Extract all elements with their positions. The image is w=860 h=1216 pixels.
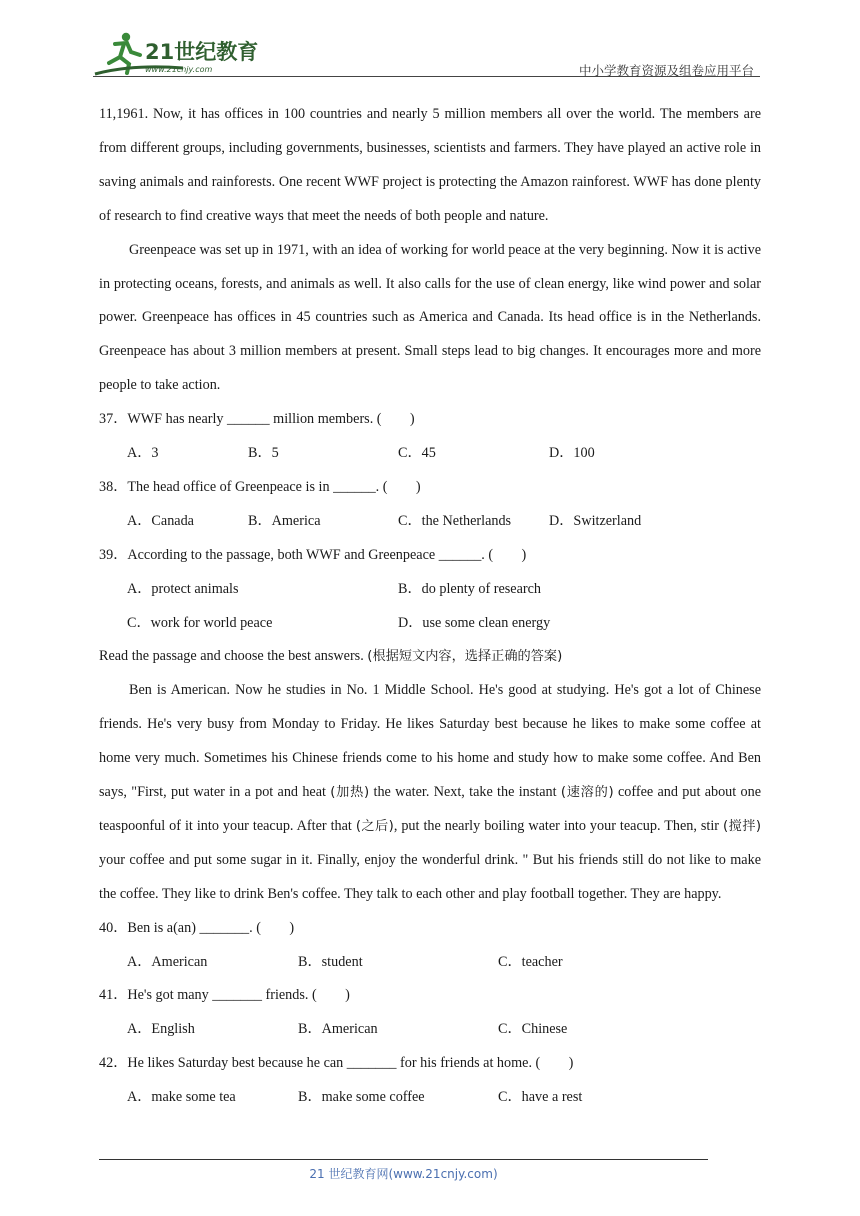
passage1-paragraph2: Greenpeace was set up in 1971, with an idea of working for world peace at the very beginning. Now it is active in protecting oceans, forests, and animals as well. It also calls for the use of clean energy, like wind power and solar power. Greenpeace has offices in 45 countries such as America and Canada. Its head office is in the Netherlands. Greenpeace has about 3 million members at present. Small steps lead to big changes. It encourages more and more people to take action. [99, 241, 761, 394]
option-row [99, 505, 761, 539]
option-c[interactable]: C．45 [398, 445, 436, 462]
svg-text:21世纪教育: 21世纪教育 [145, 40, 259, 64]
option-b[interactable]: B．America [248, 512, 321, 529]
option-d[interactable]: D．Switzerland [549, 512, 642, 529]
question-38 [99, 471, 761, 539]
passage1-paragraph1: 11,1961. Now, it has offices in 100 countries and nearly 5 million members all over the world. The members are from different groups, including governments, businesses, scientists and farmers. They have played an active role in saving animals and rainforests. One recent WWF project is protecting the Amazon rainforest. WWF has done plenty of research to find creative ways that meet the needs of both people and nature. [99, 106, 761, 224]
option-c[interactable]: C．have a rest [498, 1089, 583, 1106]
option-b[interactable]: B．American [298, 1021, 378, 1038]
option-c[interactable]: C．work for world peace [127, 614, 273, 631]
gloss-after-that: (之后) [355, 818, 394, 834]
option-b[interactable]: B．student [298, 953, 363, 970]
option-a[interactable]: A．protect animals [127, 580, 239, 597]
option-row [99, 1013, 761, 1047]
site-logo [93, 30, 263, 76]
question-stem: 39．According to the passage, both WWF and Greenpeace ______. ( ) [99, 546, 527, 563]
option-row [99, 573, 761, 607]
option-a[interactable]: A．Canada [127, 512, 194, 529]
option-b[interactable]: B．make some coffee [298, 1089, 425, 1106]
question-stem: 42．He likes Saturday best because he can _______ for his friends at home. ( ) [99, 1055, 574, 1072]
passage-text: the water. Next, take the instant [369, 784, 561, 801]
option-row [99, 1081, 761, 1115]
passage-text: Ben is American. Now he studies in No. 1 Middle School. He's good at studying. He's got a lot of Chinese friends. He's very busy from Monday to Friday. He likes Saturday best because he likes to make some coffee at home very much. Sometimes his Chinese friends come to his home and study how to make some coffee. And Ben says, "First, put water in a pot and heat [99, 682, 761, 801]
passage-text: , put the nearly boiling water into your teacup. Then, stir [393, 817, 724, 834]
question-stem: 41．He's got many _______ friends. ( ) [99, 987, 350, 1004]
option-row [99, 946, 761, 980]
platform-name: 中小学教育资源及组卷应用平台 [578, 63, 754, 78]
option-b[interactable]: B．do plenty of research [398, 580, 542, 597]
question-40 [99, 912, 761, 980]
option-d[interactable]: D．use some clean energy [398, 614, 551, 631]
gloss-stir: (搅拌) [723, 818, 761, 834]
option-c[interactable]: C．teacher [498, 953, 563, 970]
option-b[interactable]: B．5 [248, 445, 279, 462]
question-stem: 38．The head office of Greenpeace is in ______. ( ) [99, 478, 421, 495]
option-c[interactable]: C．Chinese [498, 1021, 568, 1038]
question-42 [99, 1047, 761, 1115]
question-stem: 40．Ben is a(an) _______. ( ) [99, 919, 295, 936]
question-stem: 37．WWF has nearly ______ million members. ( ) [99, 411, 415, 428]
section-instruction [99, 640, 761, 674]
question-37 [99, 403, 761, 471]
svg-text:www.21cnjy.com: www.21cnjy.com [145, 65, 213, 74]
footer-link[interactable]: 21 世纪教育网(www.21cnjy.com) [309, 1167, 498, 1181]
page-header [93, 30, 760, 78]
header-divider [93, 76, 760, 77]
passage-text: your coffee and put some sugar in it. Finally, enjoy the wonderful drink. " But his friends still do not like to make the coffee. They like to drink Ben's coffee. They talk to each other and play football together. They are happy. [99, 851, 761, 902]
question-41 [99, 979, 761, 1047]
option-a[interactable]: A．3 [127, 445, 159, 462]
page-content [99, 98, 761, 1115]
gloss-heat: (加热) [330, 785, 370, 801]
gloss-instant: (速溶的) [560, 785, 614, 801]
instruction-en: Read the passage and choose the best answers. [99, 648, 368, 665]
passage-text: coffee and put about one teaspoonful of it into your teacup. After that [99, 784, 762, 834]
instruction-cn: (根据短文内容，选择正确的答案) [367, 649, 563, 665]
passage2-paragraph [99, 674, 761, 911]
option-d[interactable]: D．100 [549, 445, 595, 462]
option-row [99, 607, 761, 641]
question-39 [99, 539, 761, 641]
option-row [99, 437, 761, 471]
option-c[interactable]: C．the Netherlands [398, 512, 512, 529]
option-a[interactable]: A．American [127, 953, 208, 970]
option-a[interactable]: A．make some tea [127, 1089, 236, 1106]
option-a[interactable]: A．English [127, 1021, 195, 1038]
footer-divider [99, 1159, 708, 1160]
